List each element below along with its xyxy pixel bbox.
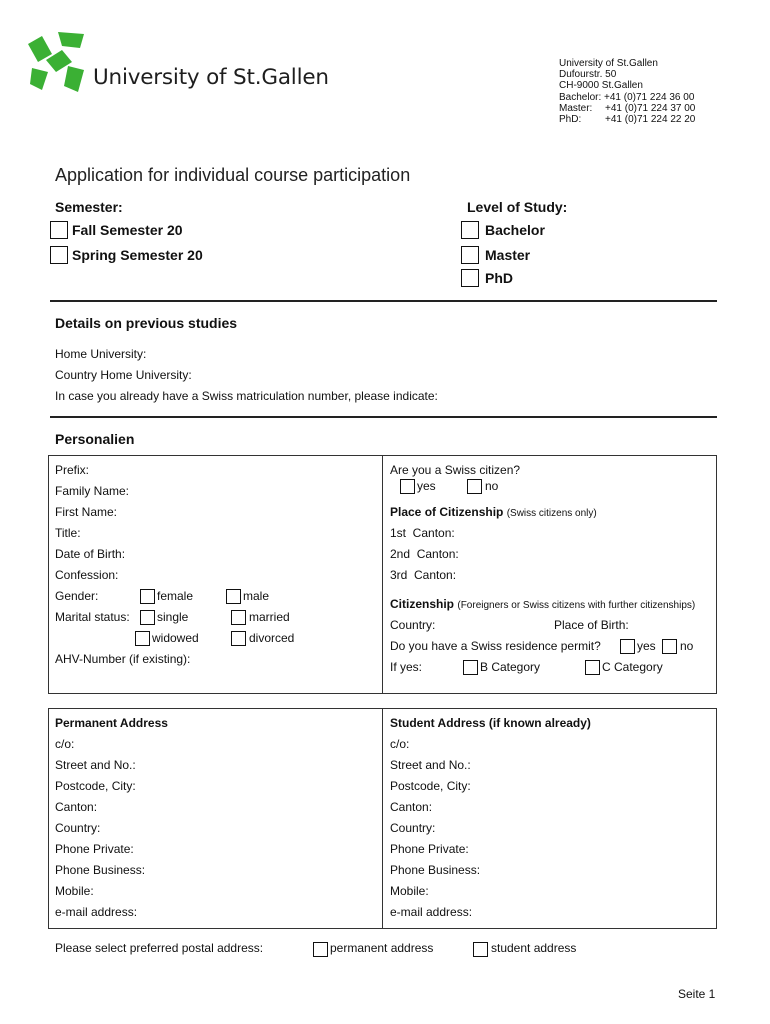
master-checkbox[interactable] [461,246,479,264]
phone-row [559,114,695,125]
divorced-label: divorced [249,631,295,645]
permanent-phone-business-field[interactable]: Phone Business: [55,863,146,877]
student-co-field[interactable]: c/o: [390,737,410,751]
phone-label: Bachelor: [559,91,602,103]
student-phone-business-field[interactable]: Phone Business: [390,863,481,877]
c-category-label: C Category [602,660,663,674]
address-line: Dufourstr. 50 [559,69,617,81]
permanent-mobile-field[interactable]: Mobile: [55,884,94,898]
phone-number: +41 (0)71 224 37 00 [605,102,696,114]
university-name: University of St.Gallen [93,65,329,90]
previous-studies-heading: Details on previous studies [55,315,238,331]
bachelor-label: Bachelor [485,222,545,238]
column-divider [382,708,383,929]
spring-semester-label: Spring Semester 20 [72,247,203,263]
canton-2-field[interactable]: 2nd Canton: [390,547,459,561]
university-logo-icon [28,32,86,94]
phone-row [559,103,695,114]
address-line: University of St.Gallen [559,58,658,69]
permanent-canton-field[interactable]: Canton: [55,800,98,814]
postal-address-label: Please select preferred postal address: [55,941,264,955]
address-block [559,58,695,125]
confession-field[interactable]: Confession: [55,568,119,582]
residence-no-label: no [680,639,694,653]
phone-label: Master: [559,102,593,114]
swiss-yes-checkbox[interactable] [400,479,415,494]
single-label: single [157,610,189,624]
place-of-citizenship-label: Place of Citizenship [390,505,504,519]
marital-status-label: Marital status: [55,610,130,624]
semester-heading: Semester: [55,199,123,215]
if-yes-label: If yes: [390,660,423,674]
phd-label: PhD [485,270,513,286]
phone-number: +41 (0)71 224 22 20 [605,114,696,126]
swiss-yes-label: yes [417,479,436,493]
residence-yes-checkbox[interactable] [620,639,635,654]
permanent-co-field[interactable]: c/o: [55,737,75,751]
c-category-checkbox[interactable] [585,660,600,675]
personal-heading: Personalien [55,431,135,447]
permanent-address-checkbox[interactable] [313,942,328,957]
residence-no-checkbox[interactable] [662,639,677,654]
phone-number: +41 (0)71 224 36 00 [604,91,695,103]
level-heading: Level of Study: [467,199,568,215]
permanent-postcode-field[interactable]: Postcode, City: [55,779,136,793]
phone-row [559,92,695,103]
permanent-phone-private-field[interactable]: Phone Private: [55,842,134,856]
female-label: female [157,589,194,603]
widowed-checkbox[interactable] [135,631,150,646]
column-divider [382,455,383,694]
page-number: Seite 1 [678,987,716,1001]
married-checkbox[interactable] [231,610,246,625]
swiss-no-checkbox[interactable] [467,479,482,494]
spring-semester-checkbox[interactable] [50,246,68,264]
student-street-field[interactable]: Street and No.: [390,758,471,772]
widowed-label: widowed [152,631,199,645]
swiss-no-label: no [485,479,499,493]
address-line: CH-9000 St.Gallen [559,80,643,92]
male-label: male [243,589,270,603]
canton-3-field[interactable]: 3rd Canton: [390,568,457,582]
swiss-citizen-question: Are you a Swiss citizen? [390,463,521,477]
home-university-field[interactable]: Home University: [55,347,147,361]
student-mobile-field[interactable]: Mobile: [390,884,429,898]
canton-1-field[interactable]: 1st Canton: [390,526,455,540]
student-canton-field[interactable]: Canton: [390,800,433,814]
country-home-university-field[interactable]: Country Home University: [55,368,192,382]
citizenship-note: (Foreigners or Swiss citizens with further citizenships) [457,600,696,611]
fall-semester-label: Fall Semester 20 [72,222,183,238]
title-field[interactable]: Title: [55,526,81,540]
b-category-label: B Category [480,660,541,674]
fall-semester-checkbox[interactable] [50,221,68,239]
divider [50,300,717,302]
permanent-address-heading: Permanent Address [55,716,168,730]
bachelor-checkbox[interactable] [461,221,479,239]
single-checkbox[interactable] [140,610,155,625]
b-category-checkbox[interactable] [463,660,478,675]
permanent-country-field[interactable]: Country: [55,821,101,835]
matriculation-field[interactable]: In case you already have a Swiss matriculation number, please indicate: [55,389,438,403]
residence-yes-label: yes [637,639,656,653]
place-of-birth-field[interactable]: Place of Birth: [554,618,629,632]
student-address-heading: Student Address (if known already) [390,716,591,730]
permanent-email-field[interactable]: e-mail address: [55,905,138,919]
master-label: Master [485,247,531,263]
date-of-birth-field[interactable]: Date of Birth: [55,547,126,561]
permanent-address-option: permanent address [330,941,434,955]
citizenship-label: Citizenship [390,597,455,611]
student-address-option: student address [491,941,577,955]
place-of-citizenship-note: (Swiss citizens only) [506,508,597,519]
married-label: married [249,610,290,624]
ahv-number-field[interactable]: AHV-Number (if existing): [55,652,191,666]
phd-checkbox[interactable] [461,269,479,287]
first-name-field[interactable]: First Name: [55,505,118,519]
form-title: Application for individual course participation [55,165,411,185]
citizenship-heading [390,597,695,611]
permanent-street-field[interactable]: Street and No.: [55,758,136,772]
student-phone-private-field[interactable]: Phone Private: [390,842,469,856]
student-postcode-field[interactable]: Postcode, City: [390,779,471,793]
prefix-field[interactable]: Prefix: [55,463,90,477]
divorced-checkbox[interactable] [231,631,246,646]
male-checkbox[interactable] [226,589,241,604]
student-email-field[interactable]: e-mail address: [390,905,473,919]
divider [50,416,717,418]
gender-label: Gender: [55,589,99,603]
country-field[interactable]: Country: [390,618,436,632]
family-name-field[interactable]: Family Name: [55,484,130,498]
female-checkbox[interactable] [140,589,155,604]
student-country-field[interactable]: Country: [390,821,436,835]
place-of-citizenship-heading [390,505,597,519]
phone-label: PhD: [559,114,582,126]
student-address-checkbox[interactable] [473,942,488,957]
residence-permit-question: Do you have a Swiss residence permit? [390,639,601,653]
